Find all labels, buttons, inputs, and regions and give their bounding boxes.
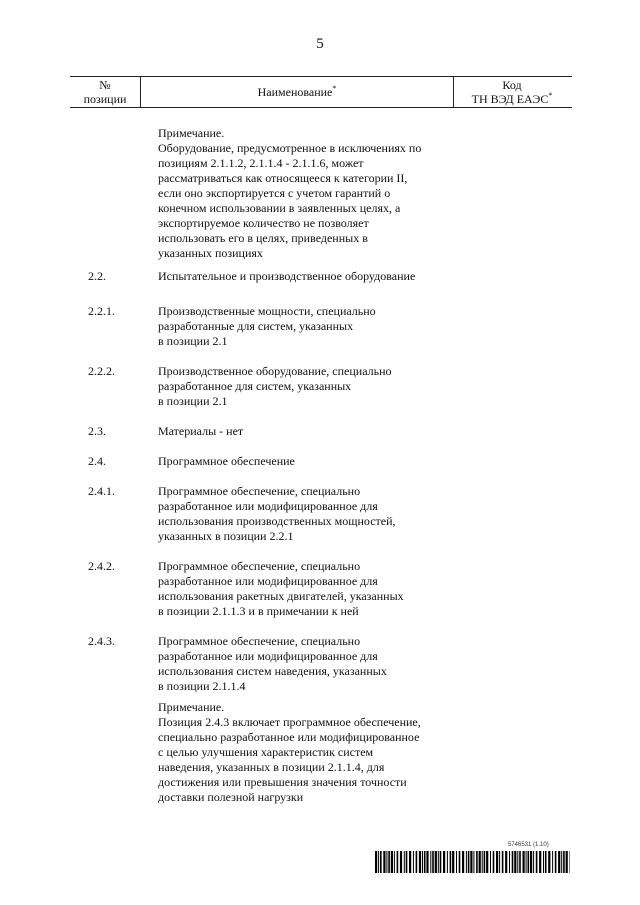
barcode-bar [563,851,565,873]
barcode-bar [438,851,439,873]
text-line: Примечание. [158,126,225,140]
item-text [158,126,458,261]
item-text [158,454,458,469]
text-line: экспортируемое количество не позволяет [158,216,369,230]
barcode-bar [388,851,390,873]
item-text [158,424,458,439]
barcode-bar [462,851,464,873]
barcode-bar [404,851,405,873]
text-line: специально разработанное или модифицированное [158,730,420,744]
barcode-bar [514,851,516,873]
text-line: разработанное или модифицированное для [158,574,378,588]
text-line: позициям 2.1.1.2, 2.1.1.4 - 2.1.1.6, может [158,156,364,170]
barcode-bar [479,851,481,873]
item-number: 2.4.3. [88,634,115,648]
barcode-bar [552,851,553,873]
item-number: 2.4. [88,454,106,468]
item-text [158,364,458,409]
text-line: Материалы - нет [158,424,244,438]
barcode-bar [545,851,547,873]
barcode-bar [496,851,498,873]
barcode-bar [502,851,504,873]
barcode-bar [548,851,550,873]
item-number: 2.2.1. [88,304,115,318]
text-line: указанных в позиции 2.2.1 [158,529,294,543]
barcode-bar [570,851,571,873]
text-line: Позиция 2.4.3 включает программное обеспечение, [158,715,421,729]
barcode-bar [533,851,534,873]
barcode-bar [526,851,527,873]
text-line: Испытательное и производственное оборудование [158,269,416,283]
barcode-bar [430,851,431,873]
text-line: разработанное для систем, указанных [158,379,352,393]
header-position-line1: № [99,78,111,92]
barcode-bar [394,851,395,873]
barcode-bar [493,851,495,873]
barcode-bar [400,851,402,873]
item-number: 2.2.2. [88,364,115,378]
barcode-bar [523,851,525,873]
text-line: Программное обеспечение, специально [158,484,361,498]
item-number: 2.4.2. [88,559,115,573]
barcode-bar [432,851,434,873]
barcode-bar [484,851,486,873]
barcode-bar [561,851,562,873]
barcode-bar [378,851,379,873]
text-line: Производственное оборудование, специально [158,364,392,378]
barcode-bar [470,851,472,873]
text-line: в позиции 2.1.1.4 [158,679,246,693]
header-position-column [70,77,140,107]
barcode-bar [422,851,423,873]
header-code-line1: Код [502,78,522,92]
barcode-bar [380,851,382,873]
barcode-bar [435,851,437,873]
text-line: достижения или превышения значения точности [158,775,407,789]
item-number: 2.2. [88,269,106,283]
table-header [70,76,572,108]
barcode-bar [482,851,483,873]
text-line: разработанное или модифицированное для [158,499,378,513]
page-number: 5 [316,36,324,52]
document-code: 5746531 (1.10) [508,842,549,848]
barcode-bar [536,851,538,873]
item-number: 2.4.1. [88,484,115,498]
text-line: Программное обеспечение, специально [158,634,361,648]
text-line: использовать его в целях, приведенных в [158,231,368,245]
barcode-bar [555,851,557,873]
barcode-bar [459,851,461,873]
item-text [158,559,458,619]
barcode-bar [530,851,532,873]
barcode-bar [512,851,514,873]
barcode-bar [456,851,457,873]
text-line: если оно экспортируется с учетом гарантий о [158,186,391,200]
barcode-bar [452,851,454,873]
item-number: 2.3. [88,424,106,438]
barcode-bar [486,851,488,873]
barcode-bar [424,851,426,873]
barcode-bar [375,851,377,873]
item-text [158,700,458,805]
text-line: Программное обеспечение [158,454,295,468]
barcode-bar [505,851,507,873]
header-name-footnote-mark: * [332,84,337,93]
text-line: Примечание. [158,700,225,714]
barcode-bar [450,851,452,873]
text-line: доставки полезной нагрузки [158,790,304,804]
text-line: указанных позициях [158,246,263,260]
text-line: в позиции 2.1 [158,394,228,408]
text-line: Программное обеспечение, специально [158,559,361,573]
text-line: разработанное или модифицированное для [158,649,378,663]
barcode-bar [416,851,418,873]
barcode-bar [509,851,510,873]
item-text [158,304,458,349]
item-text [158,269,458,284]
barcode-bar [386,851,387,873]
text-line: разработанные для систем, указанных [158,319,354,333]
header-name-column [140,77,454,107]
text-line: использования производственных мощностей, [158,514,396,528]
barcode-bar [468,851,470,873]
text-line: наведения, указанных в позиции 2.1.1.4, для [158,760,385,774]
header-code-line2: ТН ВЭД ЕАЭС [471,92,549,106]
header-position-line2: позиции [83,92,127,106]
barcode-bar [426,851,428,873]
barcode-bar [397,851,399,873]
barcode-bar [519,851,521,873]
barcode-bar [447,851,448,873]
barcode-bar [539,851,541,873]
barcode-bar [543,851,544,873]
barcode-bar [566,851,568,873]
barcode-bar [473,851,474,873]
header-code-column [452,77,572,107]
barcode-bar [413,851,414,873]
barcode-bar [391,851,393,873]
barcode-bar [490,851,491,873]
text-line: использования систем наведения, указанных [158,664,387,678]
barcode-bar [406,851,408,873]
text-line: Производственные мощности, специально [158,304,376,318]
text-line: в позиции 2.1.1.3 и в примечании к ней [158,604,359,618]
text-line: в позиции 2.1 [158,334,228,348]
barcode-bar [528,851,530,873]
barcode-bar [409,851,411,873]
item-text [158,634,458,694]
header-name-label: Наименование [257,85,333,99]
barcode-bar [419,851,421,873]
text-line: использования ракетных двигателей, указанных [158,589,404,603]
barcode-bar [499,851,500,873]
barcode-bar [476,851,478,873]
barcode-bar [558,851,560,873]
barcode-bar [466,851,467,873]
header-code-footnote-mark: * [548,91,553,100]
text-line: с целью улучшения характеристик систем [158,745,374,759]
text-line: рассматриваться как относящееся к категории II, [158,171,408,185]
barcode-bar [517,851,518,873]
barcode-bar [443,851,445,873]
barcode-bar [440,851,442,873]
barcode-image [375,851,570,873]
barcode-bar [383,851,385,873]
text-line: Оборудование, предусмотренное в исключениях по [158,141,422,155]
text-line: конечном использовании в заявленных целях, а [158,201,401,215]
item-text [158,484,458,544]
